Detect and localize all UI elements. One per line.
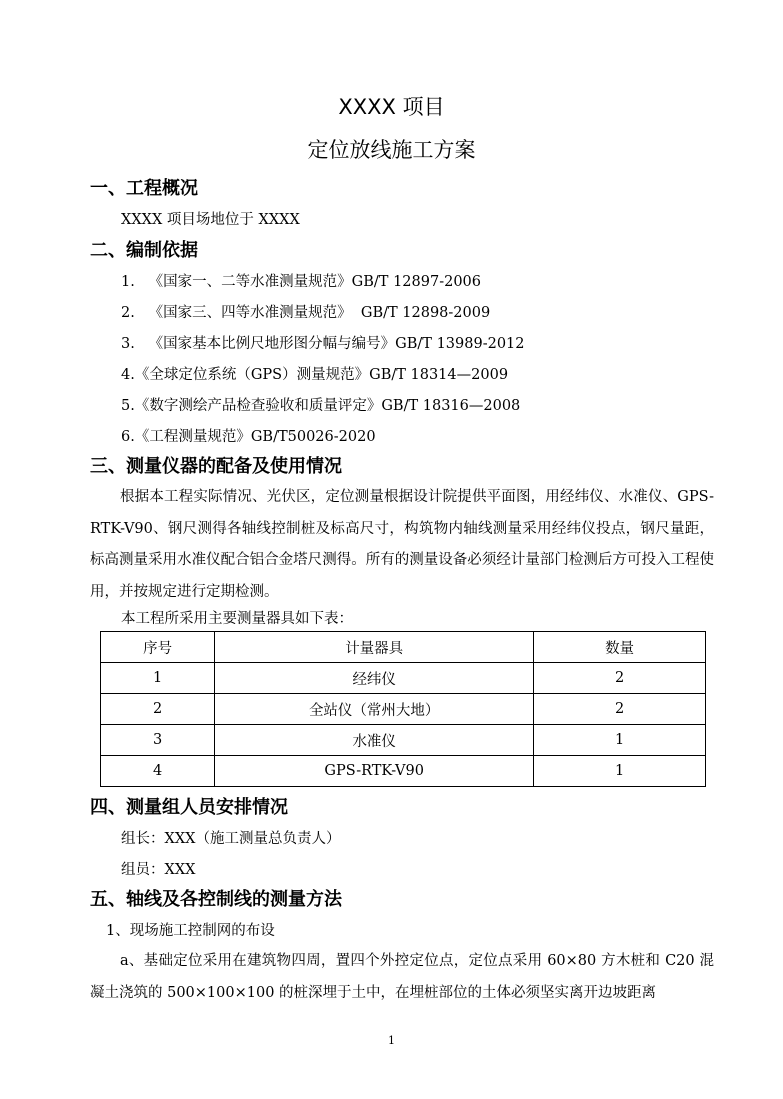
subsection-heading: 1、现场施工控制网的布设 — [106, 923, 275, 939]
section-heading-instruments: 三、测量仪器的配备及使用情况 — [90, 456, 342, 477]
table-cell: 2 — [534, 663, 706, 694]
table-cell: 2 — [534, 694, 706, 725]
reference-item: 1. 《国家一、二等水准测量规范》GB/T 12897-2006 — [121, 274, 481, 290]
instruments-paragraph: 根据本工程实际情况、光伏区，定位测量根据设计院提供平面图，用经纬仪、水准仪、GPS-RTK-V90、钢尺测得各轴线控制桩及标高尺寸，构筑物内轴线测量采用经纬仪投点，钢尺量距，标高测量采用水准仪配合铝合金塔尺测得。所有的测量设备必须经计量部门检测后方可投入工程使用，并按规定进行定期检测。 — [90, 489, 714, 600]
team-member: 组员：XXX — [121, 862, 196, 878]
team-leader: 组长：XXX（施工测量总负责人） — [121, 831, 341, 847]
table-cell: 全站仪（常州大地） — [215, 694, 534, 725]
instruments-table — [100, 631, 706, 787]
section-heading-overview: 一、工程概况 — [90, 178, 198, 199]
table-row — [101, 694, 706, 725]
table-cell: 经纬仪 — [215, 663, 534, 694]
table-header-cell: 数量 — [534, 632, 706, 663]
section-heading-basis: 二、编制依据 — [90, 240, 198, 261]
table-cell: 水准仪 — [215, 725, 534, 756]
page-number: 1 — [388, 1034, 395, 1047]
reference-item: 2. 《国家三、四等水准测量规范》 GB/T 12898-2009 — [121, 305, 491, 321]
table-cell: 2 — [101, 694, 215, 725]
table-cell: GPS-RTK-V90 — [215, 756, 534, 787]
document-title: 定位放线施工方案 — [307, 138, 476, 162]
section-heading-method: 五、轴线及各控制线的测量方法 — [90, 889, 342, 910]
reference-item: 4.《全球定位系统（GPS）测量规范》GB/T 18314—2009 — [121, 367, 509, 383]
table-header-cell: 计量器具 — [215, 632, 534, 663]
table-header-cell: 序号 — [101, 632, 215, 663]
reference-item: 5.《数字测绘产品检查验收和质量评定》GB/T 18316—2008 — [121, 398, 521, 414]
table-cell: 3 — [101, 725, 215, 756]
reference-item: 6.《工程测量规范》GB/T50026-2020 — [121, 429, 376, 445]
section-heading-staff: 四、测量组人员安排情况 — [90, 797, 288, 818]
table-row — [101, 756, 706, 787]
overview-text: XXXX 项目场地位于 XXXX — [121, 212, 300, 228]
table-row — [101, 663, 706, 694]
table-cell: 1 — [534, 756, 706, 787]
table-cell: 1 — [101, 663, 215, 694]
table-header-row — [101, 632, 706, 663]
table-row — [101, 725, 706, 756]
reference-item: 3. 《国家基本比例尺地形图分幅与编号》GB/T 13989-2012 — [121, 336, 525, 352]
table-cell: 4 — [101, 756, 215, 787]
table-cell: 1 — [534, 725, 706, 756]
table-intro: 本工程所采用主要测量器具如下表： — [121, 611, 353, 627]
method-paragraph: a、基础定位采用在建筑物四周，置四个外控定位点，定位点采用 60×80 方木桩和 C20 混凝土浇筑的 500×100×100 的桩深埋于土中，在埋桩部位的土体必须坚实离开边坡距离 — [90, 953, 714, 1001]
project-title: XXXX 项目 — [338, 95, 445, 119]
